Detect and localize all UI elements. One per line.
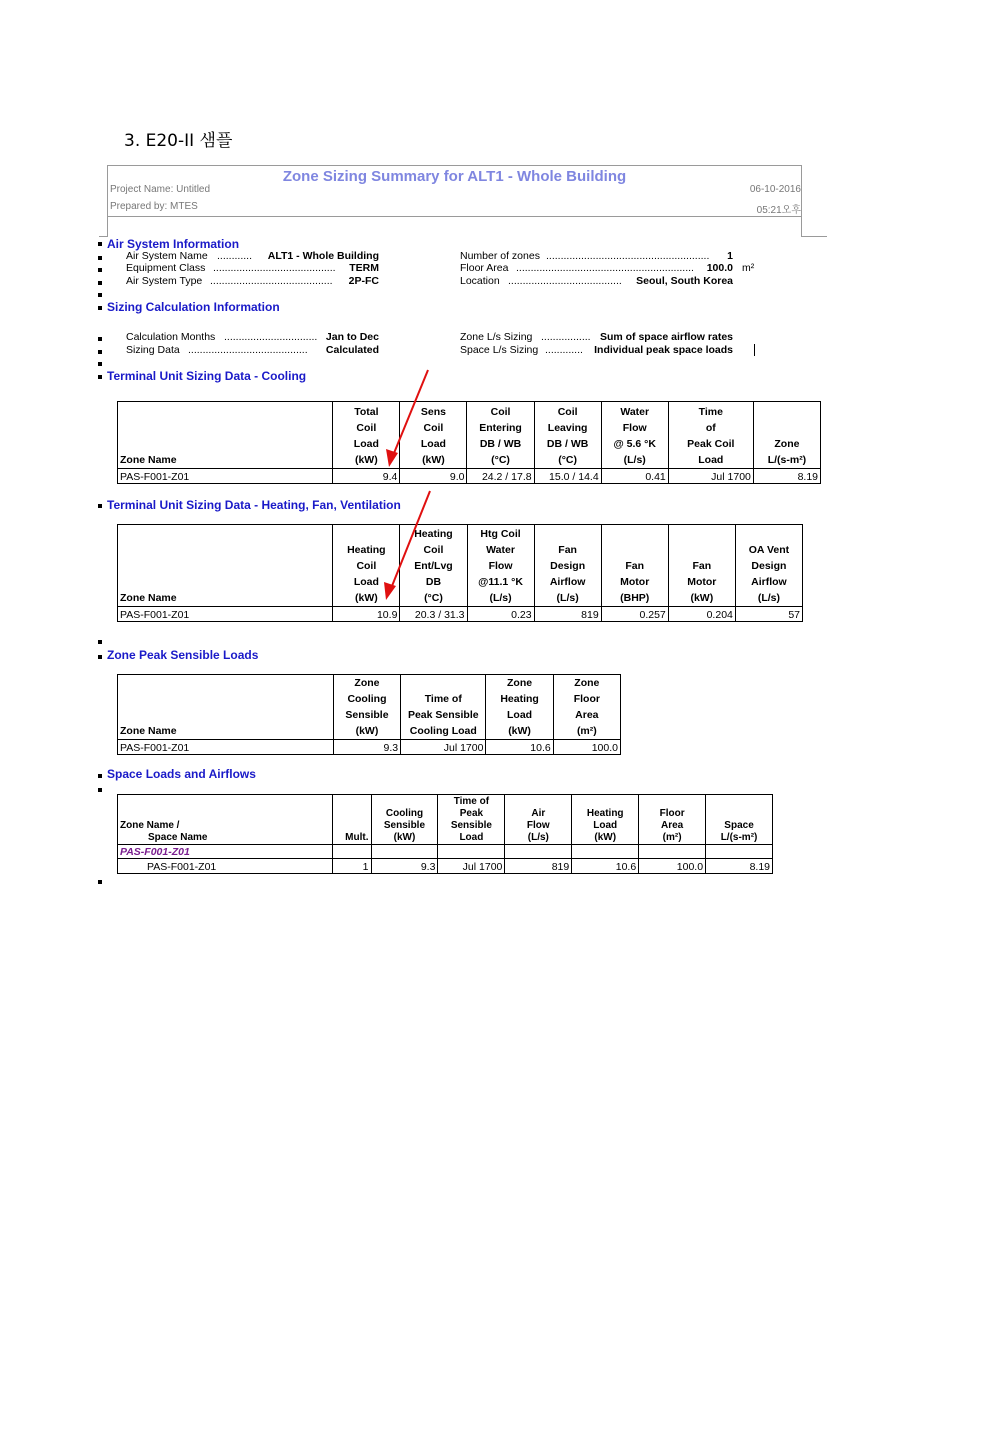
col-coil-entering: Coil Entering DB / WB (°C) (467, 402, 534, 469)
equipment-class-value: TERM (349, 262, 379, 274)
dot-leader: ............. (545, 344, 583, 356)
time-of-peak-sensible-cell: Jul 1700 (401, 740, 486, 755)
col-cooling-sensible: Cooling Sensible (kW) (371, 795, 438, 845)
report-title: Zone Sizing Summary for ALT1 - Whole Building (282, 168, 627, 185)
floor-area-cell: 100.0 (639, 859, 706, 874)
dot-leader: ......................................... (188, 344, 308, 356)
number-of-zones-value: 1 (727, 250, 733, 262)
col-zone-name: Zone Name (118, 402, 333, 469)
col-heating-coil-load: Heating Coil Load (kW) (333, 525, 400, 607)
col-time-of-peak-sensible: Time of Peak Sensible Cooling Load (401, 675, 486, 740)
col-fan-motor-bhp: Fan Motor (BHP) (601, 525, 668, 607)
heating-coil-ent-lvg-cell: 20.3 / 31.3 (400, 607, 467, 622)
space-ls-sizing-value: Individual peak space loads (594, 344, 733, 356)
location-value: Seoul, South Korea (636, 275, 733, 287)
number-of-zones-label: Number of zones (460, 250, 540, 262)
col-air-flow: Air Flow (L/s) (505, 795, 572, 845)
htg-coil-water-flow-cell: 0.23 (467, 607, 534, 622)
equipment-class-label: Equipment Class (126, 262, 206, 274)
cooling-sensible-cell: 9.3 (371, 859, 438, 874)
col-zone-floor-area: Zone Floor Area (m²) (553, 675, 620, 740)
dot-leader: ................. (541, 331, 591, 343)
dot-leader: .......................................... (213, 262, 336, 274)
col-zone-heating-load: Zone Heating Load (kW) (486, 675, 553, 740)
col-fan-design-airflow: Fan Design Airflow (L/s) (534, 525, 601, 607)
air-system-name-value: ALT1 - Whole Building (267, 250, 379, 262)
project-name: Project Name: Untitled (110, 184, 211, 195)
zone-heating-load-cell: 10.6 (486, 740, 553, 755)
col-zone-name: Zone Name (118, 525, 333, 607)
col-coil-leaving: Coil Leaving DB / WB (°C) (534, 402, 601, 469)
zone-ls-m2-cell: 8.19 (753, 469, 820, 484)
space-ls-m2-cell: 8.19 (706, 859, 773, 874)
col-heating-coil-ent-lvg: Heating Coil Ent/Lvg DB (°C) (400, 525, 467, 607)
air-flow-cell: 819 (505, 859, 572, 874)
col-sens-coil-load: Sens Coil Load (kW) (400, 402, 467, 469)
calc-months-value: Jan to Dec (325, 331, 379, 343)
col-oa-vent-airflow: OA Vent Design Airflow (L/s) (735, 525, 802, 607)
zone-ls-sizing-value: Sum of space airflow rates (599, 331, 733, 343)
fan-motor-bhp-cell: 0.257 (601, 607, 668, 622)
page-heading: 3. E20-II 샘플 (124, 131, 233, 151)
dot-leader: ................................ (224, 331, 318, 343)
water-flow-cell: 0.41 (601, 469, 668, 484)
dot-leader: ............................................................. (516, 262, 694, 274)
oa-vent-airflow-cell: 57 (735, 607, 802, 622)
coil-leaving-cell: 15.0 / 14.4 (534, 469, 601, 484)
fan-design-airflow-cell: 819 (534, 607, 601, 622)
report-time: 05:21오후 (756, 205, 801, 216)
col-space-ls-m2: Space L/(s-m²) (706, 795, 773, 845)
col-time-of-peak: Time of Peak Sensible Load (438, 795, 505, 845)
sens-coil-load-cell: 9.0 (400, 469, 467, 484)
col-htg-coil-water-flow: Htg Coil Water Flow @11.1 °K (L/s) (467, 525, 534, 607)
air-system-name-label: Air System Name (126, 250, 208, 262)
report-date: 06-10-2016 (749, 184, 801, 195)
heating-load-cell: 10.6 (572, 859, 639, 874)
dot-leader: .......................................... (210, 275, 333, 287)
col-water-flow: Water Flow @ 5.6 °K (L/s) (601, 402, 668, 469)
col-total-coil-load: Total Coil Load (kW) (333, 402, 400, 469)
air-system-type-label: Air System Type (126, 275, 203, 287)
space-ls-sizing-label: Space L/s Sizing (460, 344, 539, 356)
air-system-type-value: 2P-FC (348, 275, 379, 287)
col-mult: Mult. (332, 795, 371, 845)
time-of-peak-cell: Jul 1700 (438, 859, 505, 874)
total-coil-load-cell: 9.4 (333, 469, 400, 484)
heating-coil-load-cell: 10.9 (333, 607, 400, 622)
section-heading-heating: Terminal Unit Sizing Data - Heating, Fan, Ventilation (107, 498, 401, 512)
red-arrow-icon (384, 491, 430, 600)
floor-area-unit: m² (742, 262, 755, 274)
mult-cell: 1 (332, 859, 371, 874)
col-zone-space-name: Zone Name / Space Name (118, 795, 333, 845)
col-fan-motor-kw: Fan Motor (kW) (668, 525, 735, 607)
zone-ls-sizing-label: Zone L/s Sizing (460, 331, 533, 343)
section-heading-air-system: Air System Information (107, 237, 240, 251)
calc-months-label: Calculation Months (126, 331, 216, 343)
section-heading-space-loads: Space Loads and Airflows (107, 767, 256, 781)
col-zone-ls-m2: Zone L/(s-m²) (753, 402, 820, 469)
zone-floor-area-cell: 100.0 (553, 740, 620, 755)
dot-leader: ............ (217, 250, 253, 262)
fan-motor-kw-cell: 0.204 (668, 607, 735, 622)
zone-group-name: PAS-F001-Z01 (118, 845, 333, 859)
col-zone-name: Zone Name (118, 675, 334, 740)
space-name-cell: PAS-F001-Z01 (118, 859, 333, 874)
location-label: Location (460, 275, 500, 287)
red-arrow-icon (386, 370, 428, 467)
col-heating-load: Heating Load (kW) (572, 795, 639, 845)
zone-name-cell: PAS-F001-Z01 (118, 469, 333, 484)
floor-area-value: 100.0 (706, 262, 733, 274)
col-zone-cooling-sensible: Zone Cooling Sensible (kW) (333, 675, 400, 740)
zone-cooling-sensible-cell: 9.3 (333, 740, 400, 755)
prepared-by: Prepared by: MTES (110, 201, 198, 212)
floor-area-label: Floor Area (460, 262, 509, 274)
dot-leader: ....................................... (508, 275, 622, 287)
zone-name-cell: PAS-F001-Z01 (118, 607, 333, 622)
sizing-data-label: Sizing Data (126, 344, 180, 356)
section-heading-zone-peak: Zone Peak Sensible Loads (107, 648, 259, 662)
coil-entering-cell: 24.2 / 17.8 (467, 469, 534, 484)
sizing-data-value: Calculated (325, 344, 379, 356)
section-heading-cooling: Terminal Unit Sizing Data - Cooling (107, 369, 307, 383)
col-floor-area: Floor Area (m²) (639, 795, 706, 845)
col-time-of-peak: Time of Peak Coil Load (668, 402, 753, 469)
dot-leader: ........................................................ (546, 250, 710, 262)
section-heading-sizing-calc: Sizing Calculation Information (107, 300, 280, 314)
zone-name-cell: PAS-F001-Z01 (118, 740, 334, 755)
time-of-peak-cell: Jul 1700 (668, 469, 753, 484)
